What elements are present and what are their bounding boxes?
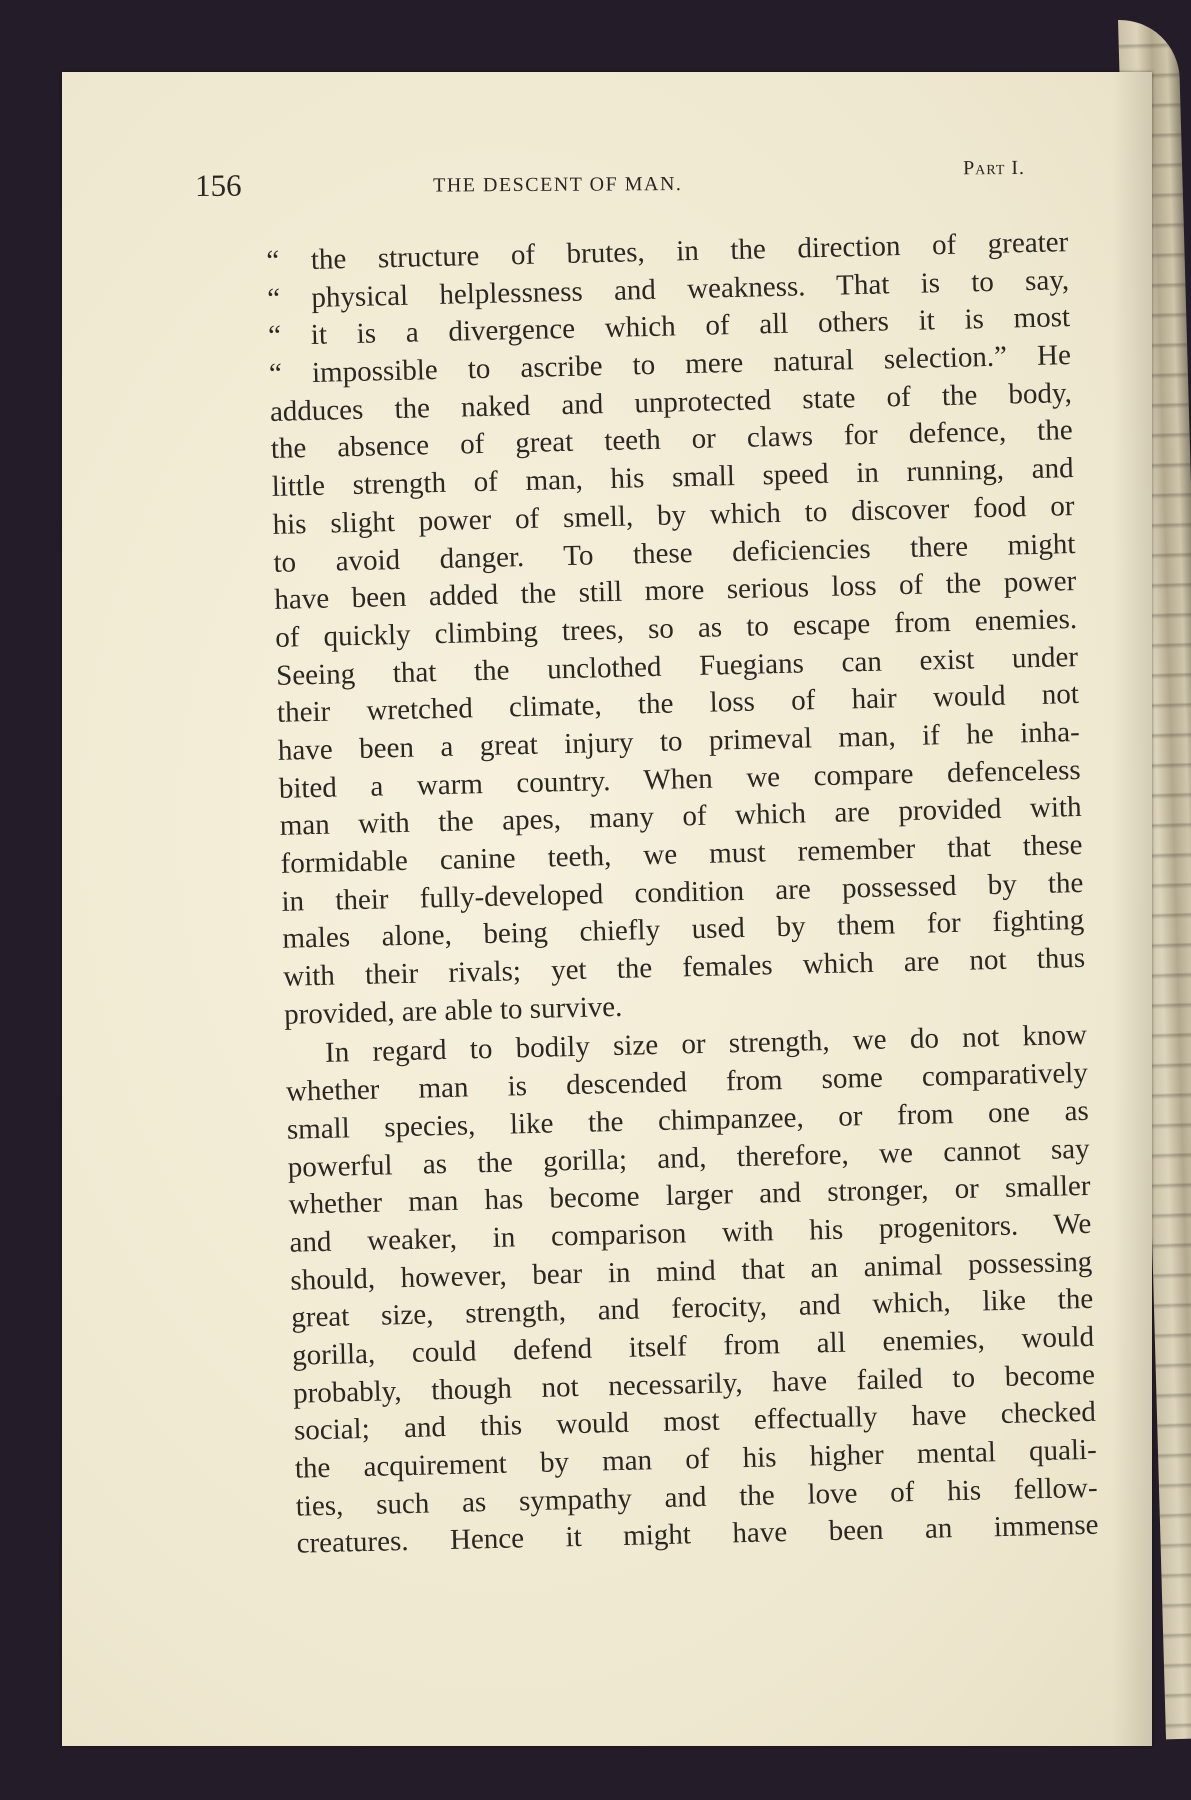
text-line: great size, strength, and ferocity, and which, like the xyxy=(290,1283,1094,1334)
text-line: man with the apes, many of which are provided with xyxy=(279,791,1082,843)
body-text xyxy=(266,224,1099,1564)
text-line: “ it is a divergence which of all others it is most xyxy=(267,301,1071,353)
text-line: “ impossible to ascribe to mere natural selection.” He xyxy=(268,339,1072,391)
text-line: “ physical helplessness and weakness. That is to say, xyxy=(266,263,1070,315)
text-line: little strength of man, his small speed in running, and xyxy=(271,452,1074,504)
text-line: social; and this would most effectually have checked xyxy=(293,1396,1097,1447)
text-line: powerful as the gorilla; and, therefore, we cannot say xyxy=(287,1132,1090,1184)
text-line: to avoid danger. To these deficiencies there might xyxy=(273,527,1076,579)
text-line: should, however, bear in mind that an animal possessing xyxy=(290,1245,1093,1297)
text-line: In regard to bodily size or strength, we do not know xyxy=(324,1019,1088,1070)
text-line: formidable canine teeth, we must remember that these xyxy=(280,828,1083,880)
text-line: in their fully-developed condition are possessed by the xyxy=(281,866,1084,918)
text-line: creatures. Hence it might have been an immense xyxy=(296,1509,1099,1561)
text-line: their wretched climate, the loss of hair would not xyxy=(276,678,1080,730)
page-number: 156 xyxy=(195,167,242,203)
part-label: Part I. xyxy=(962,156,1026,180)
text-line: gorilla, could defend itself from all enemies, would xyxy=(291,1320,1095,1372)
text-line: “ the structure of brutes, in the direction of greater xyxy=(266,226,1069,277)
text-line: males alone, being chiefly used by them for fighting xyxy=(282,904,1085,956)
text-line: provided, are able to survive. xyxy=(283,990,623,1031)
text-line: ties, such as sympathy and the love of his fellow- xyxy=(295,1471,1098,1523)
text-line: with their rivals; yet the females which are not thus xyxy=(282,941,1086,993)
text-line: his slight power of smell, by which to discover food or xyxy=(272,489,1075,541)
text-line: have been a great injury to primeval man, if he inha- xyxy=(277,715,1081,767)
paragraph-1 xyxy=(266,224,1086,1034)
text-line: and weaker, in comparison with his progenitors. We xyxy=(289,1207,1092,1259)
text-line: the acquirement by man of his higher mental quali- xyxy=(294,1433,1098,1485)
text-line: small species, like the chimpanzee, or from one as xyxy=(286,1094,1090,1146)
book-title-header: THE DESCENT OF MAN. xyxy=(433,173,683,197)
text-line: the absence of great teeth or claws for defence, the xyxy=(270,414,1074,466)
running-head xyxy=(195,156,1035,208)
text-line: probably, though not necessarily, have failed to become xyxy=(292,1358,1096,1410)
text-line: whether man has become larger and stronger, or smaller xyxy=(288,1170,1091,1221)
text-line: adduces the naked and unprotected state of the body, xyxy=(269,376,1073,428)
text-line: have been added the still more serious loss of the power xyxy=(274,565,1077,617)
text-line: bited a warm country. When we compare defenceless xyxy=(278,753,1082,805)
text-line: whether man is descended from some comparatively xyxy=(285,1056,1089,1108)
text-line: of quickly climbing trees, so as to escape from enemies. xyxy=(274,602,1078,654)
paragraph-2 xyxy=(285,1017,1099,1563)
text-line: Seeing that the unclothed Fuegians can exist under xyxy=(275,640,1079,692)
